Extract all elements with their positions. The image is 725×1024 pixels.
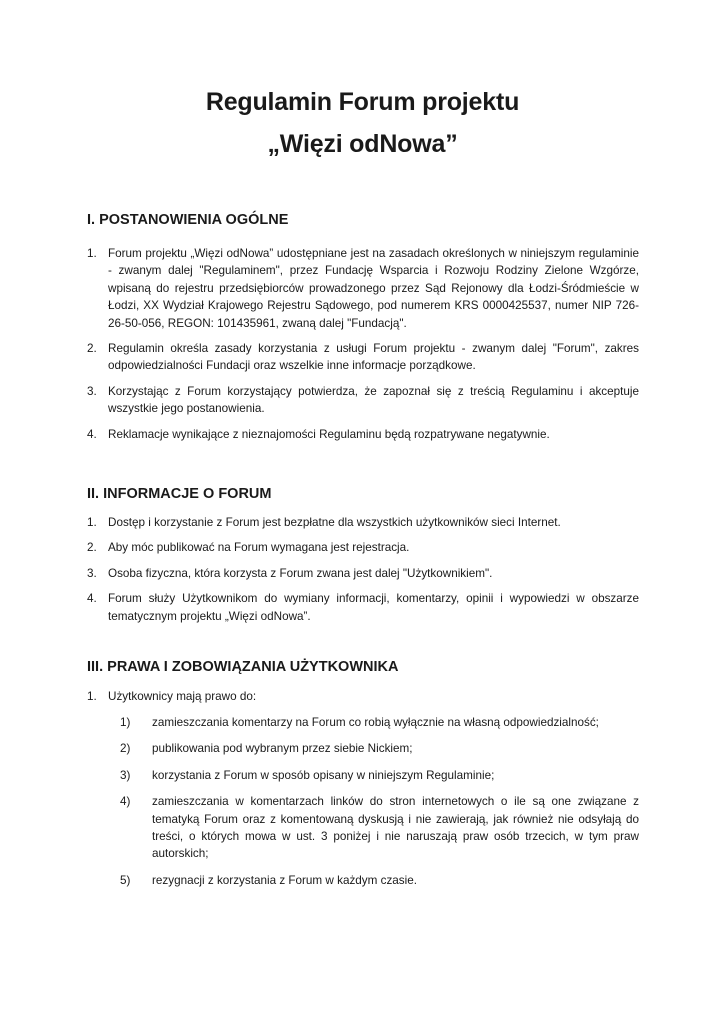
item-number: 3. (87, 384, 97, 398)
item-text: Aby móc publikować na Forum wymagana jest rejestracja. (108, 541, 410, 555)
subitem-text: zamieszczania komentarzy na Forum co robią wyłącznie na własną odpowiedzialność; (152, 716, 599, 729)
list-item (87, 245, 639, 332)
subitem-number: 5) (120, 873, 131, 887)
subitem-text: zamieszczania w komentarzach linków do stron internetowych o ile są one związane z tematyką Forum oraz z komentowaną dyskusją i nie zawierają, jak również nie odsyłają do treści, o których mowa w ust. 3 poniżej i nie naruszają praw osób trzecich, w tym praw autorskich; (152, 795, 639, 861)
item-number: 2. (87, 342, 97, 356)
item-text: Użytkownicy mają prawo do: (108, 690, 257, 703)
section-general-list (87, 245, 639, 451)
subitem-text: publikowania pod wybranym przez siebie Nickiem; (152, 742, 413, 756)
item-number: 3. (87, 566, 97, 580)
list-item (87, 590, 639, 625)
section-user-rights-list (87, 688, 639, 713)
list-item (87, 565, 639, 582)
item-text: Osoba fizyczna, która korzysta z Forum zwana jest dalej "Użytkownikiem". (108, 566, 493, 580)
item-number: 1. (87, 247, 97, 260)
list-item (87, 539, 639, 556)
item-number: 1. (87, 690, 97, 703)
list-item (87, 426, 639, 443)
section-heading-user-rights: III. PRAWA I ZOBOWIĄZANIA UŻYTKOWNIKA (87, 659, 399, 675)
sublist-item (120, 767, 639, 784)
item-text: Forum służy Użytkownikom do wymiany informacji, komentarzy, opinii i wypowiedzi w obszarze tematycznym projektu „Więzi odNowa”. (108, 592, 639, 623)
section-heading-general: I. POSTANOWIENIA OGÓLNE (87, 212, 289, 228)
sublist-item (120, 714, 639, 731)
item-number: 4. (87, 427, 97, 441)
subitem-number: 1) (120, 716, 131, 729)
sublist-item (120, 740, 639, 757)
list-item (87, 688, 639, 705)
item-number: 2. (87, 541, 97, 555)
subitem-number: 4) (120, 795, 131, 809)
document-title-line1: Regulamin Forum projektu (205, 88, 520, 116)
item-text: Regulamin określa zasady korzystania z usługi Forum projektu - zwanym dalej "Forum", zakres odpowiedzialności Fundacji oraz wszelkie inne informacje porządkowe. (108, 342, 639, 373)
item-text: Reklamacje wynikające z nieznajomości Regulaminu będą rozpatrywane negatywnie. (108, 427, 550, 441)
item-number: 4. (87, 592, 97, 606)
list-item (87, 514, 639, 531)
subitem-text: korzystania z Forum w sposób opisany w niniejszym Regulaminie; (152, 768, 495, 782)
subitem-number: 2) (120, 742, 131, 756)
list-item (87, 340, 639, 375)
item-text: Dostęp i korzystanie z Forum jest bezpłatne dla wszystkich użytkowników sieci Internet. (108, 516, 561, 529)
section-forum-info-list (87, 514, 639, 633)
user-rights-sublist (120, 714, 639, 898)
subitem-number: 3) (120, 768, 131, 782)
sublist-item (120, 793, 639, 863)
sublist-item (120, 872, 639, 889)
subitem-text: rezygnacji z korzystania z Forum w każdym czasie. (152, 873, 417, 887)
item-text: Korzystając z Forum korzystający potwierdza, że zapoznał się z treścią Regulaminu i akceptuje wszystkie jego postanowienia. (108, 384, 639, 416)
item-number: 1. (87, 516, 97, 529)
item-text: Forum projektu „Więzi odNowa” udostępniane jest na zasadach określonych w niniejszym regulaminie - zwanym dalej "Regulaminem", przez Fundację Wsparcia i Rozwoju Rodziny Zielone Wzgórze, wpisaną do rejestru przedsiębiorców prowadzonego przez Sąd Rejonowy dla Łodzi-Śródmieście w Łodzi, XX Wydział Krajowego Rejestru Sądowego, pod numerem KRS 0000425537, numer NIP 726-26-50-056, REGON: 101435961, zwaną dalej "Fundacją". (108, 247, 639, 330)
document-title-line2: „Więzi odNowa” (267, 130, 458, 158)
section-heading-forum-info: II. INFORMACJE O FORUM (87, 486, 272, 502)
list-item (87, 383, 639, 418)
